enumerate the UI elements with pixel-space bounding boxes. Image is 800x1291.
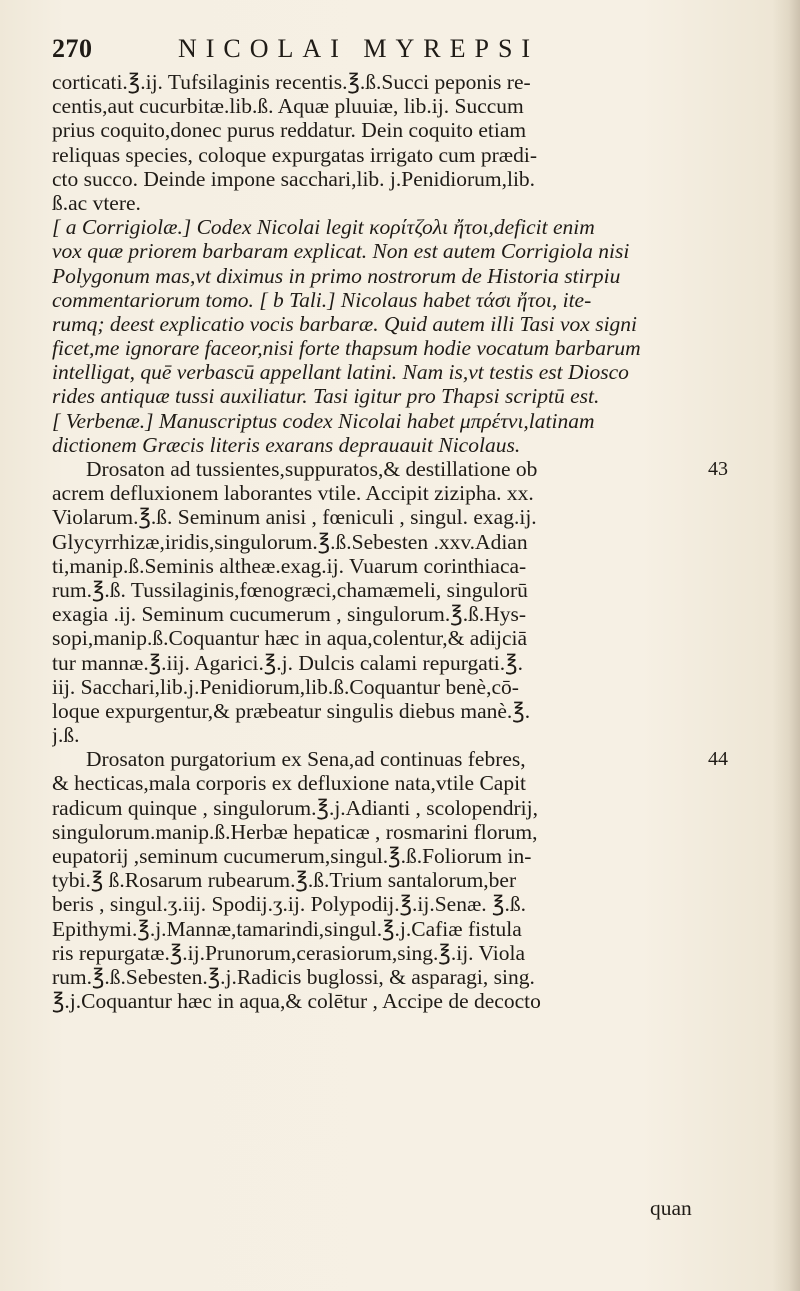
text-line [52, 989, 742, 1013]
text-line [52, 288, 742, 312]
text-line [52, 360, 742, 384]
text-line-content: Violarum.℥.ß. Seminum anisi , fœniculi , singul. exag.ij. [52, 505, 537, 530]
text-line [52, 167, 742, 191]
text-line [52, 844, 742, 868]
text-line-content: rides antiquæ tussi auxiliatur. Tasi igitur pro Thapsi scriptū est. [52, 384, 600, 409]
page-number: 270 [52, 34, 93, 63]
text-line [52, 965, 742, 989]
text-line [52, 651, 742, 675]
text-line [52, 433, 742, 457]
text-line [52, 796, 742, 820]
text-line [52, 118, 742, 142]
text-line [52, 94, 742, 118]
text-line [52, 578, 742, 602]
text-line-content: reliquas species, coloque expurgatas irrigato cum prædi- [52, 142, 537, 167]
text-line [52, 336, 742, 360]
text-line-content: acrem defluxionem laborantes vtile. Accipit zizipha. xx. [52, 481, 534, 506]
text-line-content: Drosaton purgatorium ex Sena,ad continuas febres, [86, 747, 526, 772]
text-line [52, 481, 742, 505]
text-line-content: [ Verbenæ.] Manuscriptus codex Nicolai habet μπρέτνι,latinam [52, 408, 595, 433]
text-line [52, 941, 742, 965]
running-title: NICOLAI MYREPSI [178, 34, 540, 63]
text-line-content: ficet,me ignorare faceor,nisi forte thapsum hodie vocatum barbarum [52, 336, 641, 361]
margin-number: 44 [708, 748, 728, 771]
text-line-content: tur mannæ.℥.iij. Agarici.℥.j. Dulcis calami repurgati.℥. [52, 650, 523, 675]
body-text [52, 70, 742, 1013]
text-line-content: loque expurgentur,& præbeatur singulis diebus manè.℥. [52, 698, 531, 723]
text-line-content: rumq; deest explicatio vocis barbaræ. Quid autem illi Tasi vox signi [52, 311, 638, 336]
text-line-content: [ a Corrigiolæ.] Codex Nicolai legit κορίτζολι ἤτοι,deficit enim [52, 215, 595, 240]
text-line [52, 530, 742, 554]
text-line [52, 191, 742, 215]
text-line [52, 917, 742, 941]
text-line-content: & hecticas,mala corporis ex defluxione nata,vtile Capit [52, 771, 527, 796]
text-line-content: eupatorij ,seminum cucumerum,singul.℥.ß.Foliorum in- [52, 844, 532, 868]
text-line-content: rum.℥.ß.Sebesten.℥.j.Radicis buglossi, & asparagi, sing. [52, 964, 535, 989]
text-line-content: ß.ac vtere. [52, 190, 141, 215]
text-line [52, 215, 742, 239]
text-line-content: dictionem Græcis literis exarans deprauauit Nicolaus. [52, 432, 521, 457]
text-line-content: exagia .ij. Seminum cucumerum , singulorum.℥.ß.Hys- [52, 602, 526, 627]
text-line-content: radicum quinque , singulorum.℥.j.Adianti , scolopendrij, [52, 795, 538, 820]
text-line [52, 143, 742, 167]
catchword: quan [650, 1196, 692, 1220]
text-line [52, 699, 742, 723]
text-line [52, 264, 742, 288]
text-line [52, 892, 742, 916]
text-line [52, 505, 742, 529]
text-line [52, 312, 742, 336]
text-line-content: commentariorum tomo. [ b Tali.] Nicolaus habet τάσι ἤτοι, ite- [52, 287, 592, 312]
text-line [52, 868, 742, 892]
text-line-content: centis,aut cucurbitæ.lib.ß. Aquæ pluuiæ, lib.ij. Succum [52, 94, 524, 119]
text-line [52, 554, 742, 578]
text-line-content: prius coquito,donec purus reddatur. Dein coquito etiam [52, 118, 527, 143]
text-line-content: sopi,manip.ß.Coquantur hæc in aqua,colentur,& adijciā [52, 626, 528, 651]
text-line-content: Drosaton ad tussientes,suppuratos,& destillatione ob [86, 457, 538, 481]
text-line-content: Epithymi.℥.j.Mannæ,tamarindi,singul.℥.j.Cafiæ fistula [52, 916, 522, 941]
text-line-content: ris repurgatæ.℥.ij.Prunorum,cerasiorum,sing.℥.ij. Viola [52, 940, 525, 965]
text-line [52, 820, 742, 844]
text-line [52, 747, 742, 771]
text-line-content: ti,manip.ß.Seminis altheæ.exag.ij. Vuarum corinthiaca- [52, 553, 527, 578]
text-line-content: j.ß. [52, 723, 80, 748]
text-line-content: corticati.℥.ij. Tufsilaginis recentis.℥.ß.Succi peponis re- [52, 70, 531, 94]
text-line-content: tybi.℥ ß.Rosarum rubearum.℥.ß.Trium santalorum,ber [52, 868, 517, 893]
text-line [52, 409, 742, 433]
text-line [52, 384, 742, 408]
text-line-content: ℥.j.Coquantur hæc in aqua,& colētur , Accipe de decocto [52, 989, 541, 1014]
text-line-content: vox quæ priorem barbaram explicat. Non est autem Corrigiola nisi [52, 239, 630, 264]
text-line [52, 723, 742, 747]
text-line-content: beris , singul.ʒ.iij. Spodij.ʒ.ij. Polypodij.℥.ij.Senæ. ℥.ß. [52, 892, 526, 917]
text-line [52, 602, 742, 626]
text-line-content: rum.℥.ß. Tussilaginis,fœnogræci,chamæmeli, singulorū [52, 577, 528, 602]
text-line [52, 70, 742, 94]
text-line-content: Polygonum mas,vt diximus in primo nostrorum de Historia stirpiu [52, 263, 621, 288]
text-line [52, 771, 742, 795]
text-line-content: intelligat, quē verbascū appellant latini. Nam is,vt testis est Diosco [52, 360, 629, 385]
text-line-content: cto succo. Deinde impone sacchari,lib. j.Penidiorum,lib. [52, 166, 536, 191]
text-line [52, 239, 742, 263]
text-line [52, 457, 742, 481]
text-line-content: singulorum.manip.ß.Herbæ hepaticæ , rosmarini florum, [52, 819, 538, 844]
text-line [52, 675, 742, 699]
text-line-content: Glycyrrhizæ,iridis,singulorum.℥.ß.Sebesten .xxv.Adian [52, 529, 528, 554]
margin-number: 43 [708, 458, 728, 480]
text-line [52, 626, 742, 650]
page-edge-shadow [772, 0, 800, 1291]
page-header [52, 34, 742, 68]
text-line-content: iij. Sacchari,lib.j.Penidiorum,lib.ß.Coquantur benè,cō- [52, 674, 519, 699]
